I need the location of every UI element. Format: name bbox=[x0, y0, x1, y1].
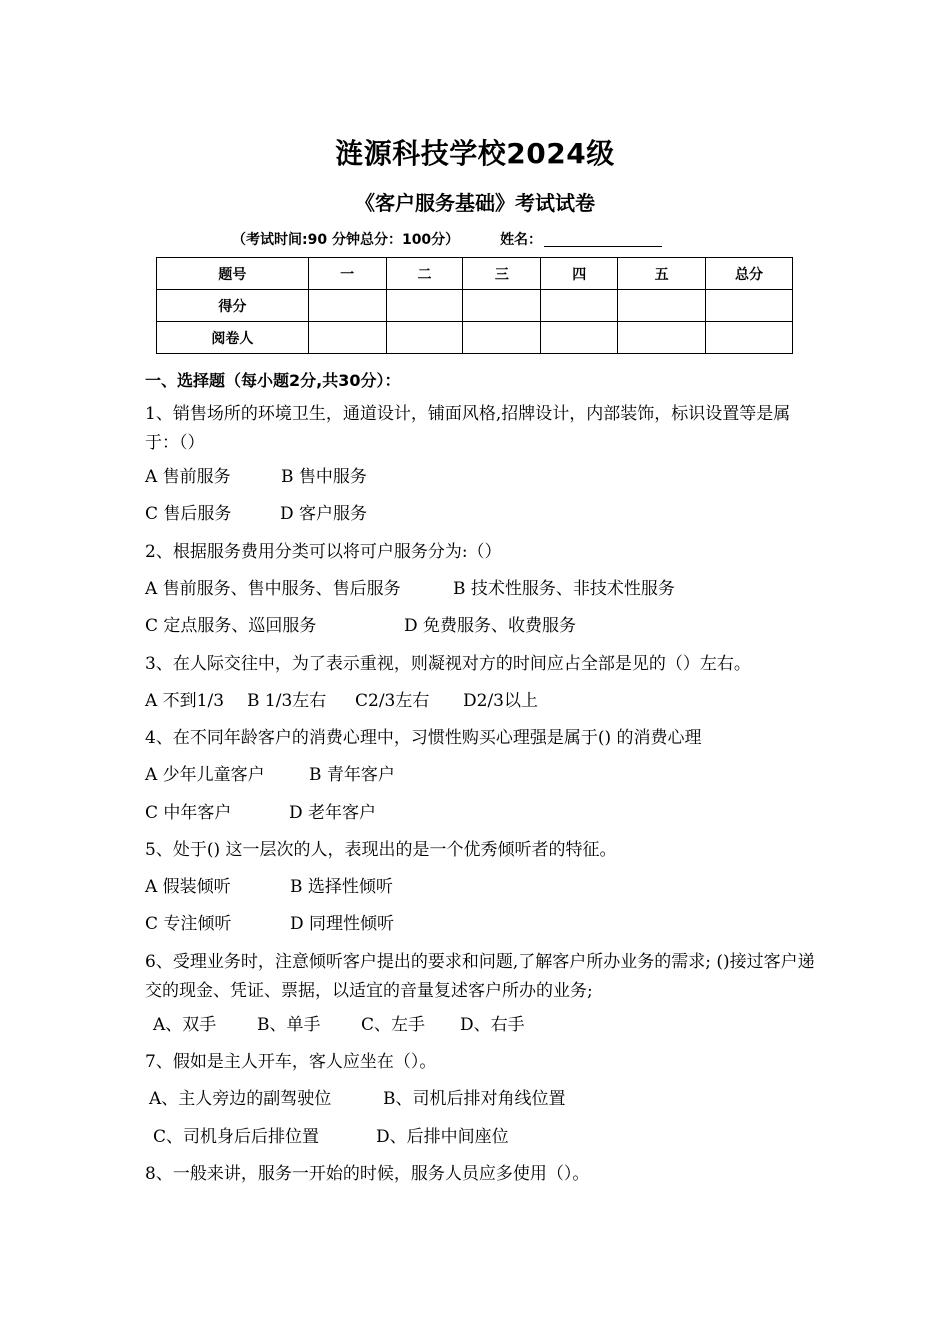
score-cell bbox=[308, 290, 386, 322]
option-line bbox=[145, 761, 815, 790]
score-header-cell: 一 bbox=[308, 258, 386, 290]
option: A 不到1/3 bbox=[145, 691, 225, 711]
exam-time-info: （考试时间:90 分钟总分：100分） bbox=[232, 232, 460, 248]
score-cell bbox=[706, 290, 793, 322]
question-text: 6、受理业务时，注意倾听客户提出的要求和问题,了解客户所办业务的需求; ()接过客户递交的现金、凭证、票据，以适宜的音量复述客户所办的业务; bbox=[145, 952, 815, 1001]
score-cell bbox=[308, 322, 386, 354]
score-cell bbox=[541, 322, 618, 354]
option: D2/3以上 bbox=[463, 691, 538, 711]
score-cell bbox=[463, 322, 541, 354]
option: C、司机身后后排位置 bbox=[153, 1127, 320, 1147]
option-line bbox=[145, 612, 815, 641]
question-text: 3、在人际交往中，为了表示重视，则凝视对方的时间应占全部是见的（）左右。 bbox=[145, 654, 751, 674]
option: A、主人旁边的副驾驶位 bbox=[149, 1089, 332, 1109]
exam-subtitle: 《客户服务基础》考试试卷 bbox=[355, 191, 595, 215]
option: B 选择性倾听 bbox=[290, 877, 393, 897]
option: C 中年客户 bbox=[145, 803, 232, 823]
score-header-cell: 总分 bbox=[706, 258, 793, 290]
score-row-label: 阅卷人 bbox=[157, 322, 309, 354]
score-cell bbox=[618, 290, 706, 322]
option-line bbox=[145, 873, 815, 902]
score-header-cell: 四 bbox=[541, 258, 618, 290]
score-cell bbox=[541, 290, 618, 322]
score-cell bbox=[463, 290, 541, 322]
option-line bbox=[145, 799, 815, 828]
option-line bbox=[145, 687, 815, 716]
option: C 专注倾听 bbox=[145, 914, 232, 934]
option: C 定点服务、巡回服务 bbox=[145, 616, 317, 636]
option: D 同理性倾听 bbox=[290, 914, 395, 934]
option-line bbox=[145, 500, 815, 529]
score-header-cell: 题号 bbox=[157, 258, 309, 290]
score-header-cell: 二 bbox=[386, 258, 463, 290]
question-text: 5、处于() 这一层次的人，表现出的是一个优秀倾听者的特征。 bbox=[145, 840, 617, 860]
option: A 少年儿童客户 bbox=[145, 765, 265, 785]
question-text: 7、假如是主人开车，客人应坐在（）。 bbox=[145, 1052, 437, 1072]
option: D、后排中间座位 bbox=[376, 1127, 509, 1147]
option: A 售前服务、售中服务、售后服务 bbox=[145, 579, 401, 599]
score-table-header-row bbox=[157, 258, 793, 290]
page-title: 涟源科技学校2024级 bbox=[335, 137, 615, 170]
option: D、右手 bbox=[460, 1015, 525, 1035]
option: D 客户服务 bbox=[280, 504, 368, 524]
question-text: 2、根据服务费用分类可以将可户服务分为:（） bbox=[145, 542, 502, 562]
option: A 售前服务 bbox=[145, 467, 231, 487]
score-cell bbox=[706, 322, 793, 354]
option: B 青年客户 bbox=[309, 765, 395, 785]
option: C2/3左右 bbox=[355, 691, 430, 711]
option: C、左手 bbox=[361, 1015, 426, 1035]
question-text: 1、销售场所的环境卫生，通道设计，铺面风格,招牌设计，内部装饰，标识设置等是属于：（） bbox=[145, 404, 791, 453]
score-table-row bbox=[157, 322, 793, 354]
question-text: 8、一般来讲，服务一开始的时候，服务人员应多使用（）。 bbox=[145, 1164, 590, 1184]
option: A 假装倾听 bbox=[145, 877, 231, 897]
option-line bbox=[153, 1123, 823, 1152]
option: B、司机后排对角线位置 bbox=[383, 1089, 566, 1109]
score-header-cell: 三 bbox=[463, 258, 541, 290]
section-heading: 一、选择题（每小题2分,共30分）： bbox=[145, 371, 401, 390]
score-cell bbox=[618, 322, 706, 354]
option: C 售后服务 bbox=[145, 504, 232, 524]
option-line bbox=[149, 1085, 819, 1114]
option: B 技术性服务、非技术性服务 bbox=[453, 579, 675, 599]
option: B、单手 bbox=[257, 1015, 321, 1035]
option-line bbox=[145, 463, 815, 492]
option: B 售中服务 bbox=[281, 467, 367, 487]
option-line bbox=[145, 910, 815, 939]
question-text: 4、在不同年龄客户的消费心理中，习惯性购买心理强是属于() 的消费心理 bbox=[145, 728, 702, 748]
option: D 老年客户 bbox=[289, 803, 377, 823]
score-header-cell: 五 bbox=[618, 258, 706, 290]
option-line bbox=[145, 575, 815, 604]
name-blank-line bbox=[544, 246, 662, 247]
option: D 免费服务、收费服务 bbox=[404, 616, 577, 636]
option-line bbox=[153, 1011, 823, 1040]
option: B 1/3左右 bbox=[247, 691, 327, 711]
exam-info-line bbox=[232, 229, 662, 249]
score-cell bbox=[386, 322, 463, 354]
score-table bbox=[156, 257, 793, 354]
score-table-row bbox=[157, 290, 793, 322]
score-cell bbox=[386, 290, 463, 322]
score-row-label: 得分 bbox=[157, 290, 309, 322]
option: A、双手 bbox=[153, 1015, 217, 1035]
name-label: 姓名： bbox=[500, 232, 543, 248]
